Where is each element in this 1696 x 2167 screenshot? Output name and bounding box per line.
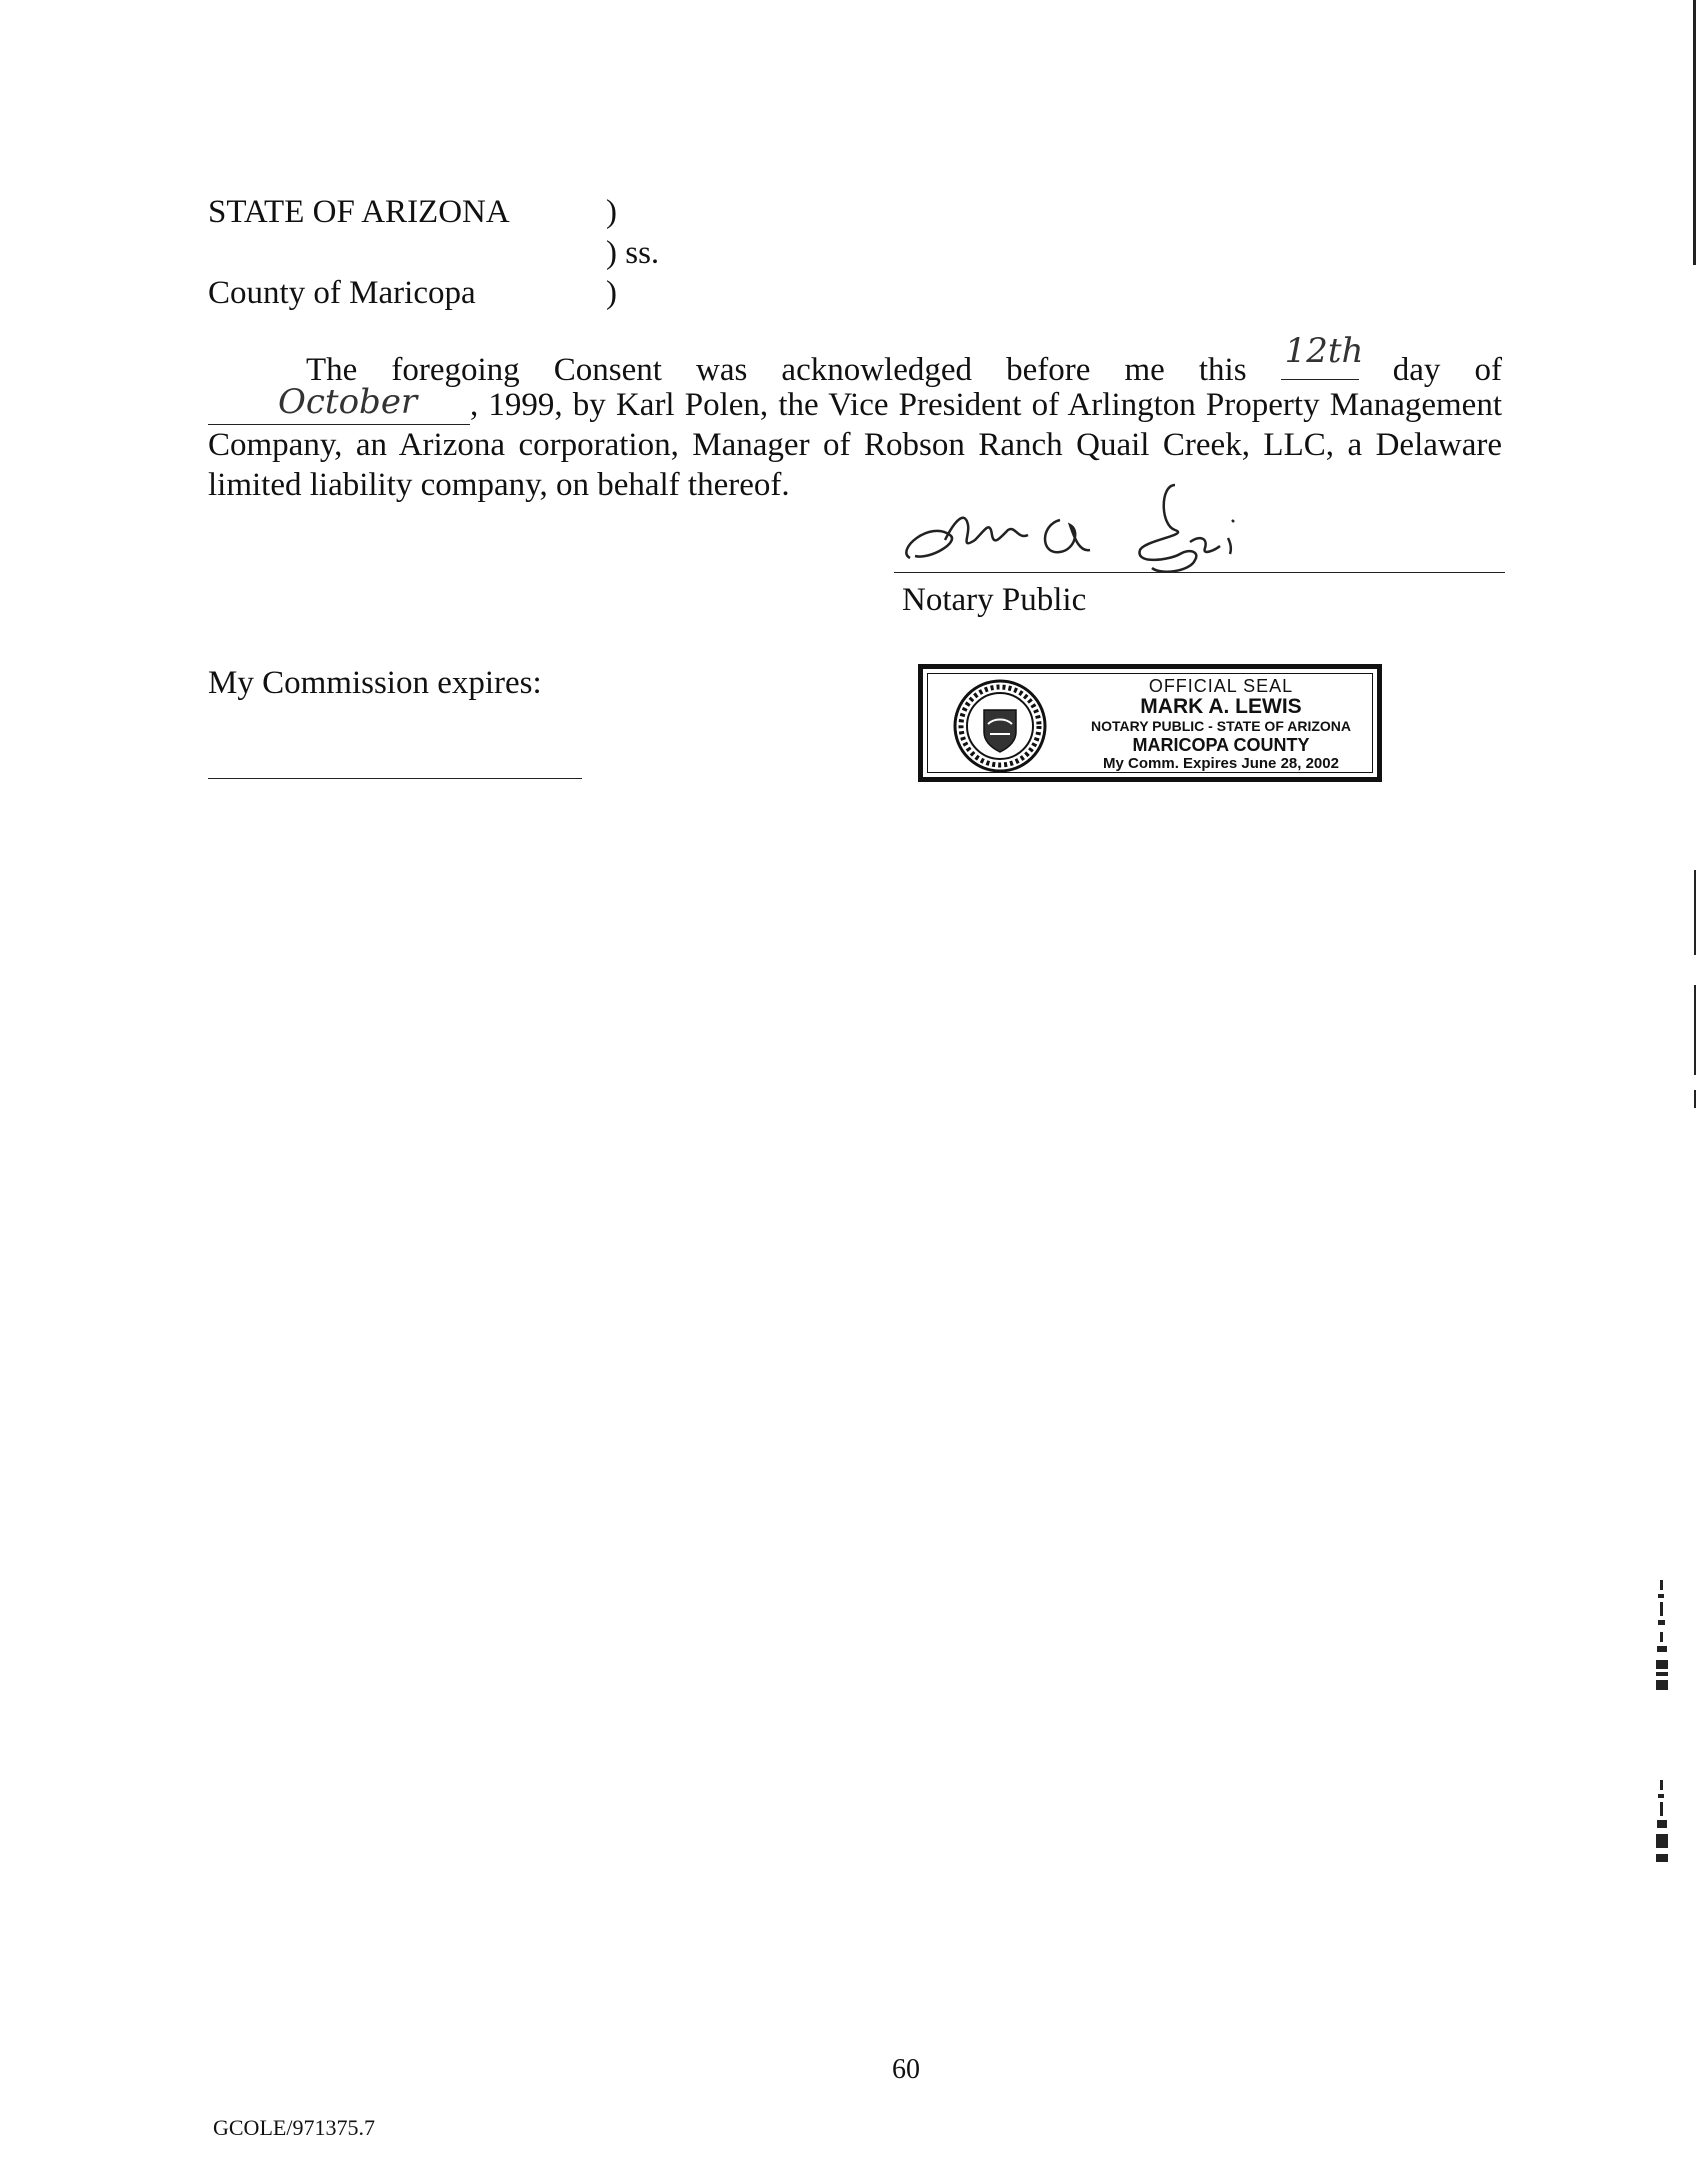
seal-line-1: OFFICIAL SEAL	[1148, 676, 1294, 696]
day-handwritten: 12th	[1284, 331, 1364, 371]
venue-paren-3: )	[606, 275, 617, 311]
notary-public-label: Notary Public	[902, 582, 1087, 618]
ack-word: day	[1392, 352, 1441, 388]
ack-word: before	[1006, 352, 1091, 388]
seal-line-5: My Comm. Expires June 28, 2002	[1103, 755, 1339, 772]
day-blank	[1281, 331, 1364, 380]
ack-line-4: limited liability company, on behalf thereof.	[208, 467, 790, 503]
ack-line-3: Company, an Arizona corporation, Manager of Robson Ranch Quail Creek, LLC, a Delaware	[208, 427, 1502, 463]
seal-line-2: MARK A. LEWIS	[1140, 695, 1302, 718]
signature-area	[880, 480, 1505, 580]
bates-stamp-marks	[1652, 1580, 1682, 1920]
commission-label: My Commission expires:	[208, 665, 542, 701]
venue-paren-1: )	[606, 194, 617, 230]
arizona-seal-emblem-icon	[942, 676, 1066, 776]
seal-line-4: MARICOPA COUNTY	[1132, 735, 1310, 755]
ack-word: acknowledged	[781, 352, 973, 388]
county-label: County of Maricopa	[208, 275, 476, 311]
commission-blank-line	[208, 778, 582, 779]
ack-word: foregoing	[391, 352, 520, 388]
ack-line-2: , 1999, by Karl Polen, the Vice President of Arlington Property Management	[470, 387, 1502, 423]
ack-line-1	[306, 331, 1502, 389]
venue-ss: ) ss.	[606, 235, 660, 271]
ack-word: was	[696, 352, 748, 388]
ack-word: The	[306, 352, 358, 388]
month-handwritten: October	[278, 382, 418, 422]
document-id: GCOLE/971375.7	[213, 2115, 375, 2140]
signature-line	[894, 572, 1505, 573]
page-number: 60	[892, 2054, 920, 2085]
signature-graphic	[890, 480, 1290, 580]
month-blank	[208, 382, 470, 425]
ack-word: Consent	[553, 352, 662, 388]
seal-line-3: NOTARY PUBLIC - STATE OF ARIZONA	[1090, 718, 1352, 734]
official-seal-stamp	[918, 664, 1382, 782]
seal-inner-border	[927, 673, 1373, 773]
state-label: STATE OF ARIZONA	[208, 194, 510, 230]
ack-word: me	[1124, 352, 1165, 388]
ack-word: this	[1198, 352, 1247, 388]
ack-word: of	[1474, 352, 1502, 388]
